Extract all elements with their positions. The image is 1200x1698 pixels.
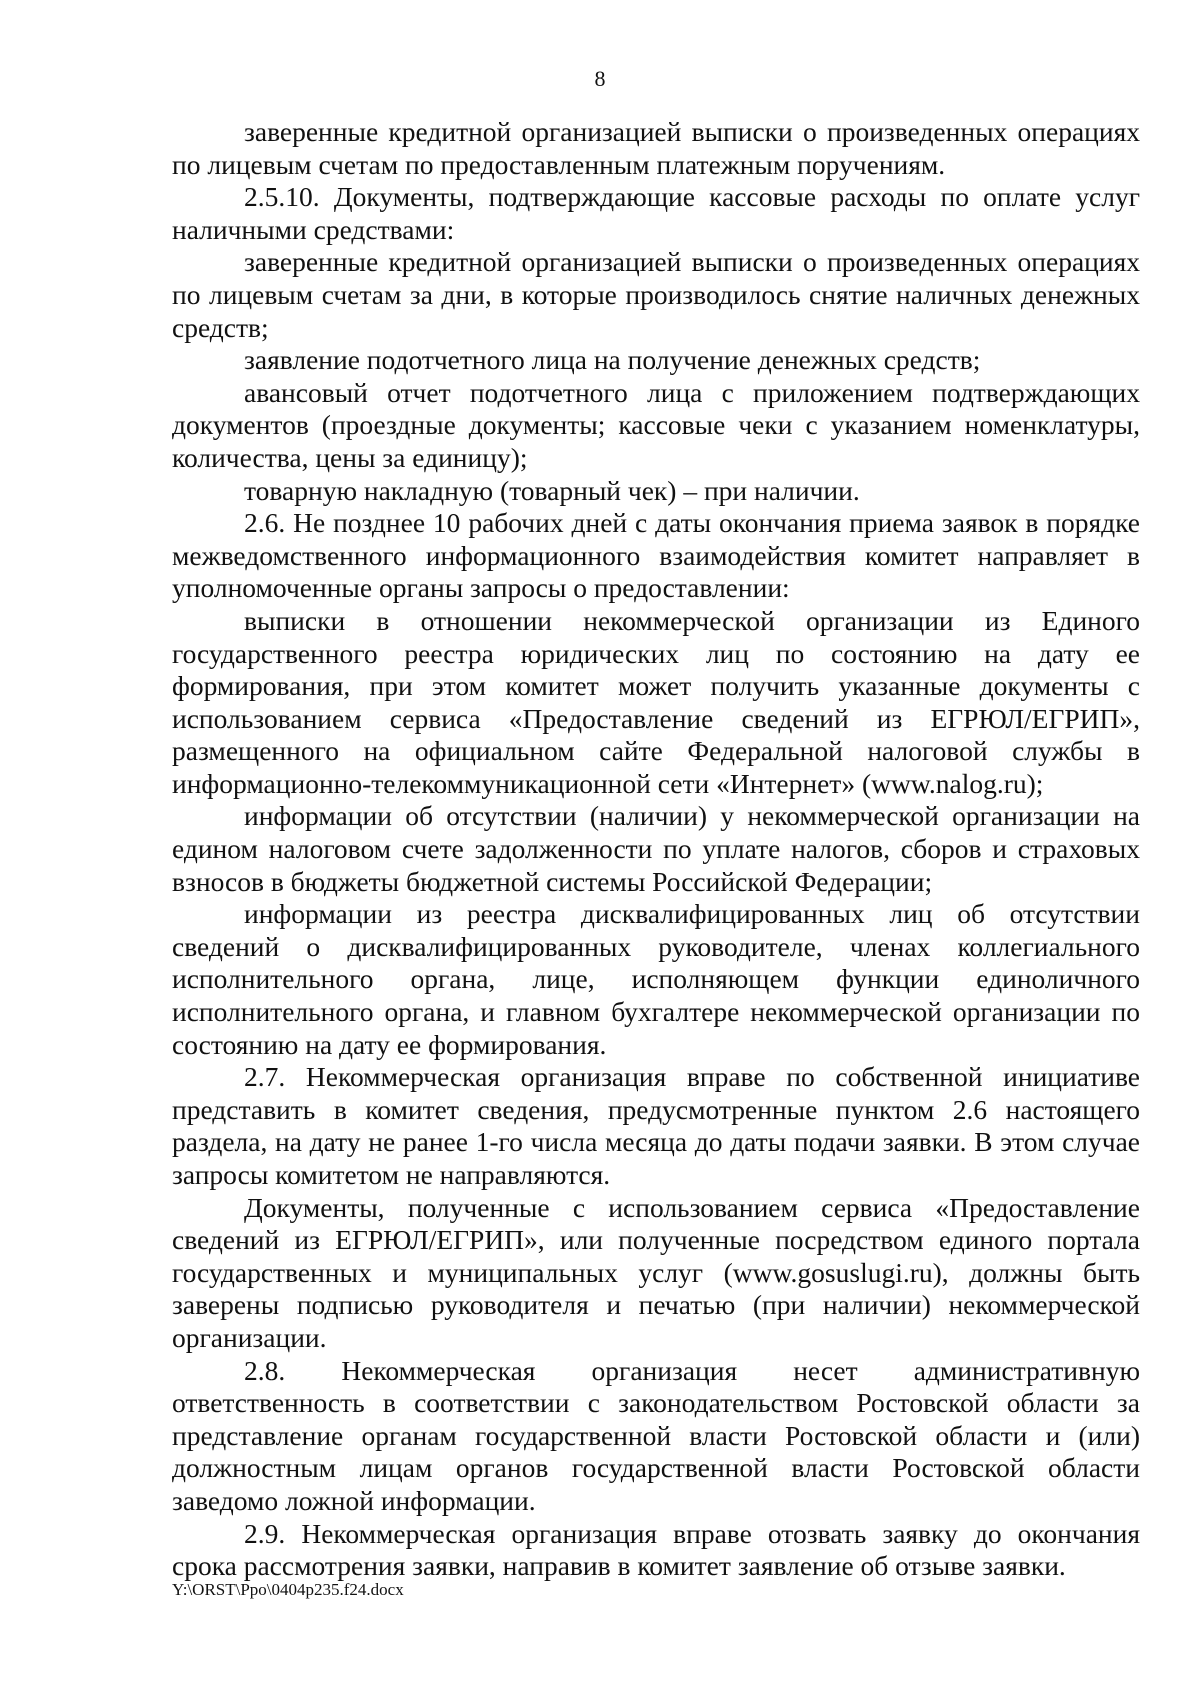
paragraph-bank-statements-2: заверенные кредитной организацией выписки о произведенных операциях по лицевым счетам за дни, в которые производилось снятие наличных денежных средств; [172,246,1140,343]
paragraph-disqualified-registry: информации из реестра дисквалифицированных лиц об отсутствии сведений о дисквалифицированных руководителе, членах коллегиального исполнительного органа, лице, исполняющем функции единоличного исполнительного органа, и главном бухгалтере некоммерческой организации по состоянию на дату ее формирования. [172,898,1140,1060]
paragraph-2-6: 2.6. Не позднее 10 рабочих дней с даты окончания приема заявок в порядке межведомственного информационного взаимодействия комитет направляет в уполномоченные органы запросы о предоставлении: [172,507,1140,604]
paragraph-2-7: 2.7. Некоммерческая организация вправе по собственной инициативе представить в комитет сведения, предусмотренные пунктом 2.6 настоящего раздела, на дату не ранее 1-го числа месяца до даты подачи заявки. В этом случае запросы комитетом не направляются. [172,1061,1140,1190]
page-number: 8 [594,66,606,91]
paragraph-invoice: товарную накладную (товарный чек) – при наличии. [244,474,860,506]
paragraph-documents-certification: Документы, полученные с использованием сервиса «Предоставление сведений из ЕГРЮЛ/ЕГРИП», или полученные посредством единого портала государственных и муниципальных услуг (www.gosuslugi.ru), должны быть заверены подписью руководителя и печатью (при наличии) некоммерческой организации. [172,1191,1140,1353]
paragraph-accountable-statement: заявление подотчетного лица на получение денежных средств; [244,344,981,376]
paragraph-tax-debt-info: информации об отсутствии (наличии) у некоммерческой организации на едином налоговом счете задолженности по уплате налогов, сборов и страховых взносов в бюджеты бюджетной системы Российской Федерации; [172,800,1140,897]
paragraph-2-8: 2.8. Некоммерческая организация несет административную ответственность в соответствии с законодательством Ростовской области за представление органам государственной власти Ростовской области и (или) должностным лицам органов государственной власти Ростовской области заведомо ложной информации. [172,1354,1140,1516]
paragraph-2-5-10: 2.5.10. Документы, подтверждающие кассовые расходы по оплате услуг наличными средствами: [172,181,1140,245]
paragraph-2-9: 2.9. Некоммерческая организация вправе отозвать заявку до окончания срока рассмотрения заявки, направив в комитет заявление об отзыве заявки. [172,1517,1140,1582]
footer-file-path: Y:\ORST\Ppo\0404p235.f24.docx [172,1580,404,1599]
paragraph-bank-statements-1: заверенные кредитной организацией выписки о произведенных операциях по лицевым счетам по предоставленным платежным поручениям. [172,116,1140,180]
paragraph-egrul-extract: выписки в отношении некоммерческой организации из Единого государственного реестра юридических лиц по состоянию на дату ее формирования, при этом комитет может получить указанные документы с использованием сервиса «Предоставление сведений из ЕГРЮЛ/ЕГРИП», размещенного на официальном сайте Федеральной налоговой службы в информационно-телекоммуникационной сети «Интернет» (www.nalog.ru); [172,604,1140,799]
paragraph-advance-report: авансовый отчет подотчетного лица с приложением подтверждающих документов (проездные документы; кассовые чеки с указанием номенклатуры, количества, цены за единицу); [172,376,1140,473]
document-body [172,116,1140,1583]
